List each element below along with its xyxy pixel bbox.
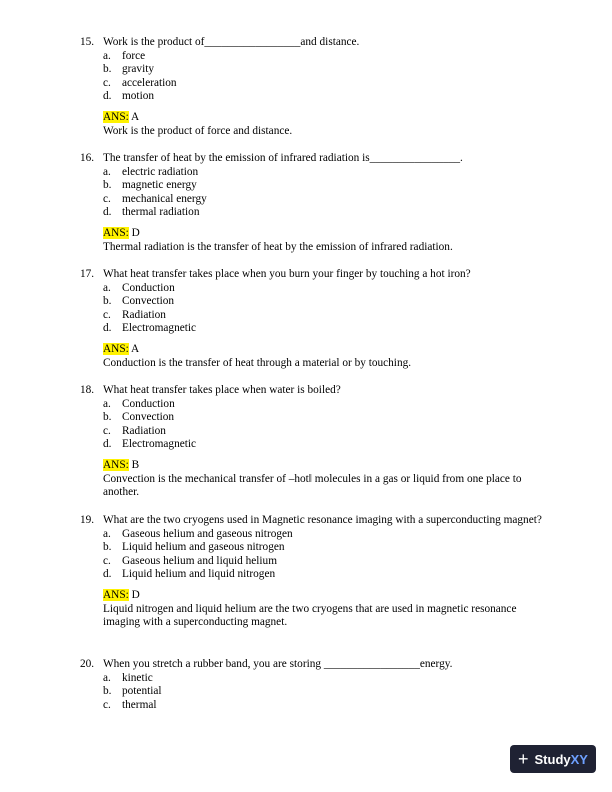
option: a. kinetic [103, 671, 153, 684]
option: b. Convection [103, 295, 175, 308]
question-number: 20. [80, 658, 95, 670]
question-number: 17. [80, 268, 95, 280]
option: a. Gaseous helium and gaseous nitrogen [103, 527, 293, 540]
question-number: 15. [80, 36, 95, 48]
question-text: What are the two cryogens used in Magnetic resonance imaging with a superconducting magnet? [103, 514, 542, 526]
option: d. Electromagnetic [103, 322, 197, 335]
answer-label: ANS: [103, 342, 129, 355]
question-20 [80, 658, 550, 712]
answer-value: D [131, 588, 140, 601]
option: c. mechanical energy [103, 192, 207, 205]
option: c. Radiation [103, 308, 166, 321]
answer-line [103, 227, 550, 241]
option: b. magnetic energy [103, 179, 197, 192]
option: c. Gaseous helium and liquid helium [103, 554, 277, 567]
option: c. acceleration [103, 76, 177, 89]
option: d. Electromagnetic [103, 438, 197, 451]
answer-explanation: Conduction is the transfer of heat through a material or by touching. [103, 356, 412, 369]
question-text: Work is the product of_________________and distance. [103, 36, 360, 48]
answer-label: ANS: [103, 458, 129, 471]
question-text: The transfer of heat by the emission of infrared radiation is________________. [103, 152, 463, 164]
answer-line [103, 459, 550, 473]
answer-value: A [130, 110, 140, 123]
option: b. Liquid helium and gaseous nitrogen [103, 541, 285, 554]
answer-label: ANS: [103, 226, 129, 239]
question-number: 19. [80, 514, 95, 526]
option: d. thermal radiation [103, 206, 200, 219]
answer-value: D [131, 226, 140, 239]
question-17 [80, 268, 550, 370]
answer-explanation: Liquid nitrogen and liquid helium are the two cryogens that are used in magnetic resonance imaging with a superconducting magnet. [103, 602, 517, 629]
option: a. Conduction [103, 397, 175, 410]
question-15 [80, 36, 550, 138]
option: b. potential [103, 685, 162, 698]
question-18 [80, 384, 550, 500]
option: c. thermal [103, 698, 157, 711]
answer-label: ANS: [103, 110, 129, 123]
answer-explanation: Work is the product of force and distance. [103, 124, 293, 137]
answer-line [103, 589, 550, 603]
option: a. Conduction [103, 281, 175, 294]
question-16 [80, 152, 550, 254]
option: a. electric radiation [103, 165, 199, 178]
answer-line [103, 111, 550, 125]
option: d. Liquid helium and liquid nitrogen [103, 568, 276, 581]
answer-value: A [130, 342, 140, 355]
plus-icon: + [518, 749, 529, 769]
question-text: When you stretch a rubber band, you are storing _________________energy. [103, 658, 453, 670]
studyxy-logo[interactable] [510, 745, 596, 773]
question-number: 16. [80, 152, 95, 164]
brand-name: StudyXY [534, 751, 588, 767]
option: c. Radiation [103, 424, 166, 437]
question-text: What heat transfer takes place when water is boiled? [103, 384, 341, 396]
option: d. motion [103, 90, 155, 103]
answer-label: ANS: [103, 588, 129, 601]
answer-value: B [131, 458, 140, 471]
answer-explanation: Convection is the mechanical transfer of –hot‖ molecules in a gas or liquid from one place to another. [103, 472, 522, 499]
option: b. Convection [103, 411, 175, 424]
question-19 [80, 514, 550, 630]
question-number: 18. [80, 384, 95, 396]
option: b. gravity [103, 63, 154, 76]
option: a. force [103, 49, 146, 62]
answer-explanation: Thermal radiation is the transfer of heat by the emission of infrared radiation. [103, 240, 453, 253]
question-text: What heat transfer takes place when you burn your finger by touching a hot iron? [103, 268, 471, 280]
answer-line [103, 343, 550, 357]
